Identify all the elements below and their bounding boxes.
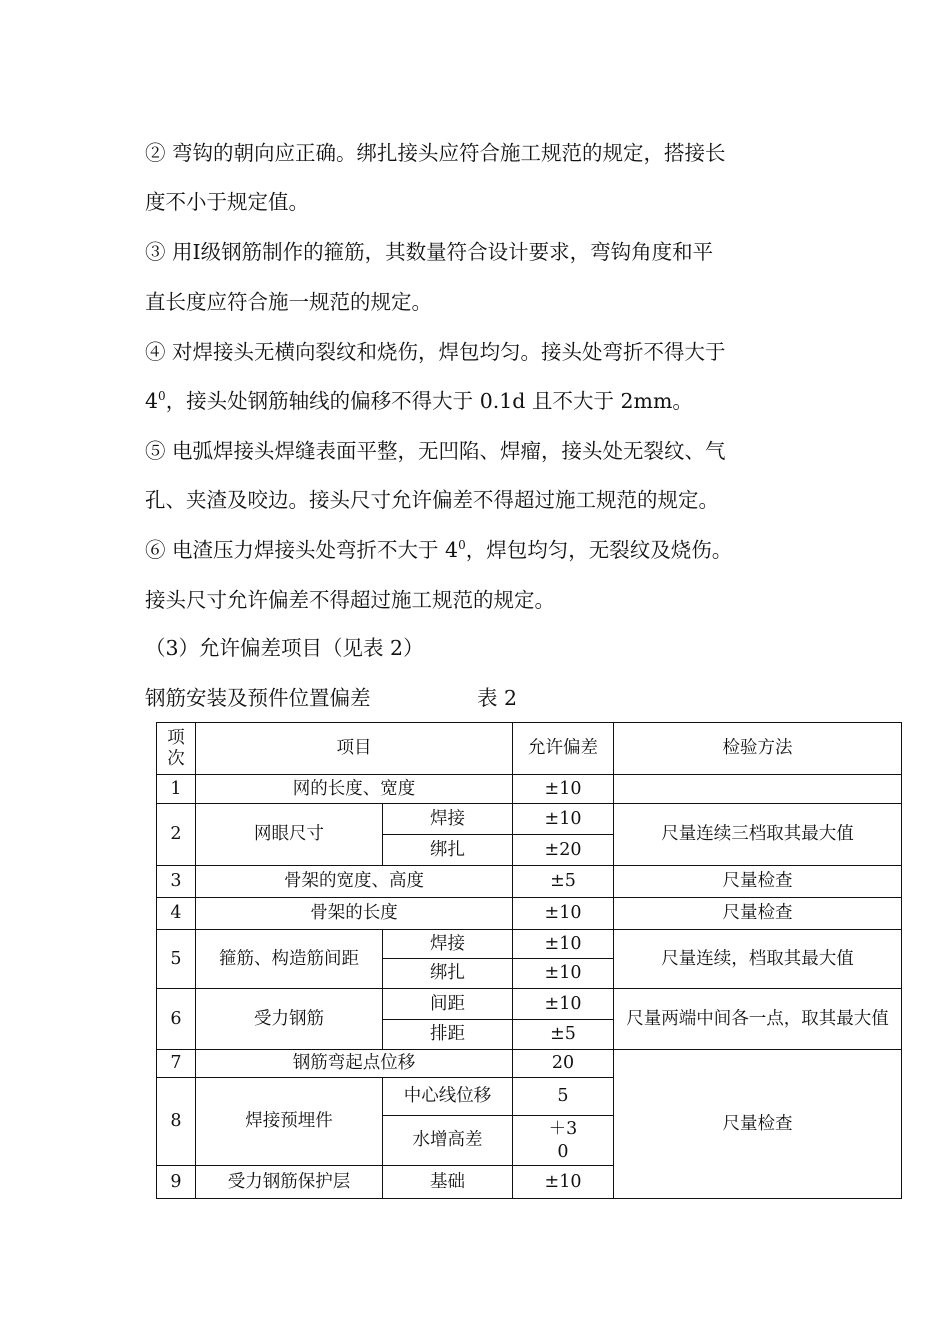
row-subitem: 绑扎: [383, 835, 513, 866]
row-method: 尺量连续三档取其最大值: [614, 804, 902, 866]
row-no: 2: [157, 804, 196, 866]
row-tolerance: ±5: [513, 866, 614, 898]
row-tolerance: ±10: [513, 989, 614, 1020]
table-caption: 钢筋安装及预件位置偏差: [145, 686, 371, 710]
row-subitem: 中心线位移: [383, 1078, 513, 1116]
paragraph-6-line-2: 接头尺寸允许偏差不得超过施工规范的规定。: [145, 588, 555, 612]
row-tolerance: ±10: [513, 1166, 614, 1199]
paragraph-4-line-1: ④ 对焊接头无横向裂纹和烧伤，焊包均匀。接头处弯折不得大于: [145, 340, 726, 364]
header-item: 项目: [196, 723, 513, 775]
table-number: 表 2: [477, 686, 518, 710]
row-item: 网眼尺寸: [196, 804, 383, 866]
row-subitem: 焊接: [383, 804, 513, 835]
row-tolerance: ±10: [513, 959, 614, 989]
row-method: 尺量连续，档取其最大值: [614, 930, 902, 989]
row-method: 尺量检查: [614, 1050, 902, 1199]
table-row: [157, 804, 902, 835]
row-tolerance: ±10: [513, 804, 614, 835]
table-row: [157, 989, 902, 1020]
table-header-row: [157, 723, 902, 775]
paragraph-3-line-1: ③ 用Ⅰ级钢筋制作的箍筋，其数量符合设计要求，弯钩角度和平: [145, 240, 714, 264]
row-method: 尺量检查: [614, 866, 902, 898]
row-no: 7: [157, 1050, 196, 1078]
row-subitem: 间距: [383, 989, 513, 1020]
row-no: 9: [157, 1166, 196, 1199]
row-tolerance: ±5: [513, 1020, 614, 1050]
table-row: [157, 775, 902, 804]
row-item: 骨架的长度: [196, 898, 513, 930]
tolerance-table: [156, 722, 902, 1199]
header-tolerance: 允许偏差: [513, 723, 614, 775]
row-tolerance: ±10: [513, 775, 614, 804]
tolerance-lower: 0: [557, 1141, 569, 1162]
row-tolerance: ±10: [513, 898, 614, 930]
table-row: [157, 866, 902, 898]
row-item: 受力钢筋保护层: [196, 1166, 383, 1199]
row-subitem: 基础: [383, 1166, 513, 1199]
row-method: 尺量检查: [614, 898, 902, 930]
row-subitem: 排距: [383, 1020, 513, 1050]
table-row: [157, 898, 902, 930]
row-subitem: 焊接: [383, 930, 513, 959]
row-tolerance: 5: [513, 1078, 614, 1116]
section-heading: （3）允许偏差项目（见表 2）: [145, 636, 424, 660]
table-row: [157, 930, 902, 959]
row-item: 箍筋、构造筋间距: [196, 930, 383, 989]
row-item: 网的长度、宽度: [196, 775, 513, 804]
row-subitem: 绑扎: [383, 959, 513, 989]
row-tolerance: [513, 1116, 614, 1166]
paragraph-2-line-1: ② 弯钩的朝向应正确。绑扎接头应符合施工规范的规定，搭接长: [145, 141, 726, 165]
row-method: [614, 775, 902, 804]
row-no: 1: [157, 775, 196, 804]
row-no: 4: [157, 898, 196, 930]
row-tolerance: ±20: [513, 835, 614, 866]
paragraph-3-line-2: 直长度应符合施一规范的规定。: [145, 290, 432, 314]
row-item: 钢筋弯起点位移: [196, 1050, 513, 1078]
row-no: 3: [157, 866, 196, 898]
row-tolerance: ±10: [513, 930, 614, 959]
paragraph-6-line-1: ⑥ 电渣压力焊接头处弯折不大于 $4^0$，焊包均匀，无裂纹及烧伤。: [145, 538, 733, 562]
paragraph-2-line-2: 度不小于规定值。: [145, 190, 309, 214]
paragraph-5-line-1: ⑤ 电弧焊接头焊缝表面平整，无凹陷、焊瘤，接头处无裂纹、气: [145, 439, 726, 463]
row-no: 5: [157, 930, 196, 989]
row-method: 尺量两端中间各一点，取其最大值: [614, 989, 902, 1050]
row-item: 焊接预埋件: [196, 1078, 383, 1166]
paragraph-4-line-2: $4^0$，接头处钢筋轴线的偏移不得大于 0.1d 且不大于 2mm。: [145, 389, 693, 413]
row-tolerance: 20: [513, 1050, 614, 1078]
row-subitem: 水增高差: [383, 1116, 513, 1166]
row-no: 6: [157, 989, 196, 1050]
header-index: 项次: [157, 723, 196, 775]
header-method: 检验方法: [614, 723, 902, 775]
paragraph-5-line-2: 孔、夹渣及咬边。接头尺寸允许偏差不得超过施工规范的规定。: [145, 488, 719, 512]
table-row: [157, 1050, 902, 1078]
tolerance-upper: ＋3: [548, 1118, 578, 1139]
row-item: 受力钢筋: [196, 989, 383, 1050]
row-no: 8: [157, 1078, 196, 1166]
row-item: 骨架的宽度、高度: [196, 866, 513, 898]
